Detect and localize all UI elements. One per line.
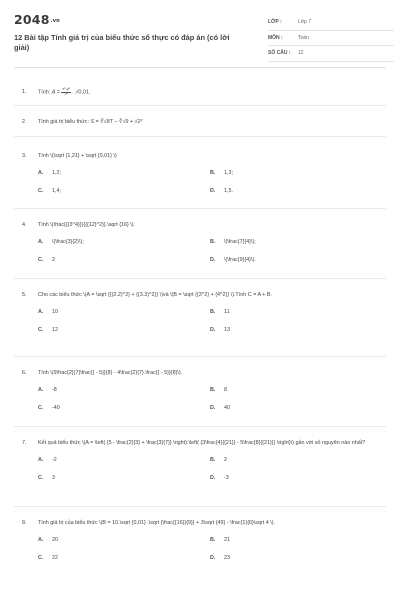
option-value: 22	[52, 554, 58, 561]
option-key: B.	[210, 456, 216, 463]
option-c[interactable]	[38, 327, 210, 333]
option-d[interactable]	[210, 188, 382, 194]
question-prefix: Tính:	[38, 89, 51, 96]
option-key: A.	[38, 456, 44, 463]
option-key: D.	[210, 474, 216, 481]
option-d[interactable]	[210, 327, 382, 333]
option-key: B.	[210, 238, 216, 245]
option-key: C.	[38, 187, 44, 194]
fraction	[61, 88, 71, 96]
option-value: \(\frac{3}{2}\);	[52, 238, 84, 245]
option-value: \(\frac{7}{4}\);	[224, 238, 256, 245]
question-text: Tính \(9\frac{2}{7}\frac{{ - 5}}{8} - 4\frac{2}{7}.\frac{{ - 5}}{8}\).	[38, 370, 183, 376]
question-text	[38, 88, 374, 97]
option-value: -8	[52, 386, 57, 393]
document-title: 12 Bài tập Tính giá trị của biểu thức số thực có đáp án (có lời giải)	[14, 33, 230, 52]
header-divider	[14, 67, 386, 68]
question-7	[22, 439, 374, 481]
option-c[interactable]	[38, 555, 210, 561]
question-divider	[14, 105, 386, 106]
option-key: D.	[210, 256, 216, 263]
option-value: -40	[52, 404, 60, 411]
answer-options	[38, 239, 374, 263]
option-value: 20	[52, 536, 58, 543]
option-value: 10	[52, 308, 58, 315]
question-text: Kết quả biểu thức \(A = \left( {5 - \frac{2}{3} + \frac{3}{7}} \right):\left( {3\frac{4}{{21}} - 5\frac{8}{{21}}} \right)\) gần với số nguyên nào nhất?	[38, 440, 366, 446]
option-value: 2	[52, 256, 55, 263]
option-a[interactable]	[38, 170, 210, 176]
option-value: 23	[224, 554, 230, 561]
option-key: A.	[38, 386, 44, 393]
option-a[interactable]	[38, 239, 210, 245]
question-formula: A =	[51, 89, 62, 96]
option-value: 1,4;	[52, 187, 61, 194]
option-b[interactable]	[210, 239, 382, 245]
option-value: 1,2;	[52, 169, 61, 176]
meta-label: LỚP :	[268, 19, 282, 26]
question-number: 1.	[22, 89, 27, 95]
question-divider	[14, 426, 386, 427]
option-value: 1,5.	[224, 187, 233, 194]
option-value: 2	[224, 456, 227, 463]
answer-options	[38, 170, 374, 194]
option-value: 21	[224, 536, 230, 543]
option-key: A.	[38, 308, 44, 315]
question-text	[38, 118, 374, 127]
option-d[interactable]	[210, 257, 382, 263]
option-d[interactable]	[210, 555, 382, 561]
question-number: 5.	[22, 292, 27, 298]
question-divider	[14, 136, 386, 137]
option-a[interactable]	[38, 387, 210, 393]
meta-row-count	[268, 46, 394, 62]
question-prefix: Tính giá trị biểu thức:	[38, 119, 89, 125]
option-key: C.	[38, 326, 44, 333]
option-c[interactable]	[38, 405, 210, 411]
question-text: Cho các biểu thức \(A = \sqrt {{(2.2)^2} + {(3.3)^2}} \)và \(B = \sqrt {{3^2} + {4^2}} \).Tính C = A + B.	[38, 292, 272, 298]
question-number: 4.	[22, 222, 27, 228]
question-formula-rest: . √0,01.	[70, 89, 91, 96]
meta-panel	[268, 15, 394, 62]
option-key: C.	[38, 554, 44, 561]
option-b[interactable]	[210, 457, 382, 463]
option-value: 12	[52, 326, 58, 333]
option-d[interactable]	[210, 475, 382, 481]
option-value: 8	[224, 386, 227, 393]
question-number: 2.	[22, 119, 27, 125]
option-a[interactable]	[38, 457, 210, 463]
question-2	[22, 118, 374, 127]
option-key: D.	[210, 554, 216, 561]
fraction-denominator: 2²	[64, 91, 68, 96]
question-text: Tính giá trị của biểu thức \(B = 10.\sqrt {0,01} .\sqrt {\frac{{16}}{9}} + 3\sqrt {49} - \frac{1}{6}\sqrt 4 \).	[38, 520, 276, 526]
question-8	[22, 519, 374, 561]
question-3	[22, 152, 374, 194]
meta-value: 12	[298, 50, 304, 57]
question-5	[22, 291, 374, 333]
option-c[interactable]	[38, 475, 210, 481]
option-value: 13	[224, 326, 230, 333]
meta-row-subject	[268, 31, 394, 47]
answer-options	[38, 387, 374, 411]
answer-options	[38, 309, 374, 333]
answer-options	[38, 537, 374, 561]
option-value: \(\frac{9}{4}\).	[224, 256, 256, 263]
option-key: D.	[210, 326, 216, 333]
option-value: 40	[224, 404, 230, 411]
option-value: 3	[52, 474, 55, 481]
option-b[interactable]	[210, 309, 382, 315]
question-1	[22, 88, 374, 97]
option-value: 1,3;	[224, 169, 233, 176]
option-b[interactable]	[210, 537, 382, 543]
option-b[interactable]	[210, 387, 382, 393]
meta-value: Toán	[298, 34, 309, 41]
question-divider	[14, 356, 386, 357]
meta-value: Lớp 7	[298, 19, 312, 26]
question-number: 3.	[22, 153, 27, 159]
answer-options	[38, 457, 374, 481]
logo-suffix: .vn	[50, 17, 60, 24]
option-c[interactable]	[38, 257, 210, 263]
question-number: 7.	[22, 440, 27, 446]
question-divider	[14, 278, 386, 279]
option-key: A.	[38, 536, 44, 543]
option-key: B.	[210, 386, 216, 393]
question-number: 6.	[22, 370, 27, 376]
meta-label: MÔN :	[268, 34, 283, 41]
option-key: D.	[210, 404, 216, 411]
option-c[interactable]	[38, 188, 210, 194]
question-text: Tính \(\frac{{{3^4}}}{{{12}^2}}.\sqrt {16} \).	[38, 222, 136, 228]
option-value: -3	[224, 474, 229, 481]
option-key: B.	[210, 308, 216, 315]
option-key: C.	[38, 256, 44, 263]
option-a[interactable]	[38, 537, 210, 543]
meta-label: SỐ CÂU :	[268, 50, 291, 57]
option-value: -2	[52, 456, 57, 463]
option-d[interactable]	[210, 405, 382, 411]
fraction-numerator: x²-y²	[62, 87, 70, 91]
logo-text: 2048	[14, 12, 50, 27]
option-key: B.	[210, 169, 216, 176]
option-key: C.	[38, 474, 44, 481]
option-key: C.	[38, 404, 44, 411]
option-a[interactable]	[38, 309, 210, 315]
option-key: D.	[210, 187, 216, 194]
option-value: 11	[224, 308, 230, 315]
question-divider	[14, 506, 386, 507]
question-6	[22, 369, 374, 411]
option-key: A.	[38, 238, 44, 245]
question-formula: S = ∛√8T − ∛√9 + √2²	[90, 119, 143, 125]
question-divider	[14, 208, 386, 209]
option-key: A.	[38, 169, 44, 176]
question-number: 8.	[22, 520, 27, 526]
meta-row-grade	[268, 15, 394, 31]
option-b[interactable]	[210, 170, 382, 176]
question-text: Tính \(\sqrt {1,21} + \sqrt {0,01} \)	[38, 153, 117, 159]
question-4	[22, 221, 374, 263]
header	[14, 0, 386, 58]
option-key: B.	[210, 536, 216, 543]
